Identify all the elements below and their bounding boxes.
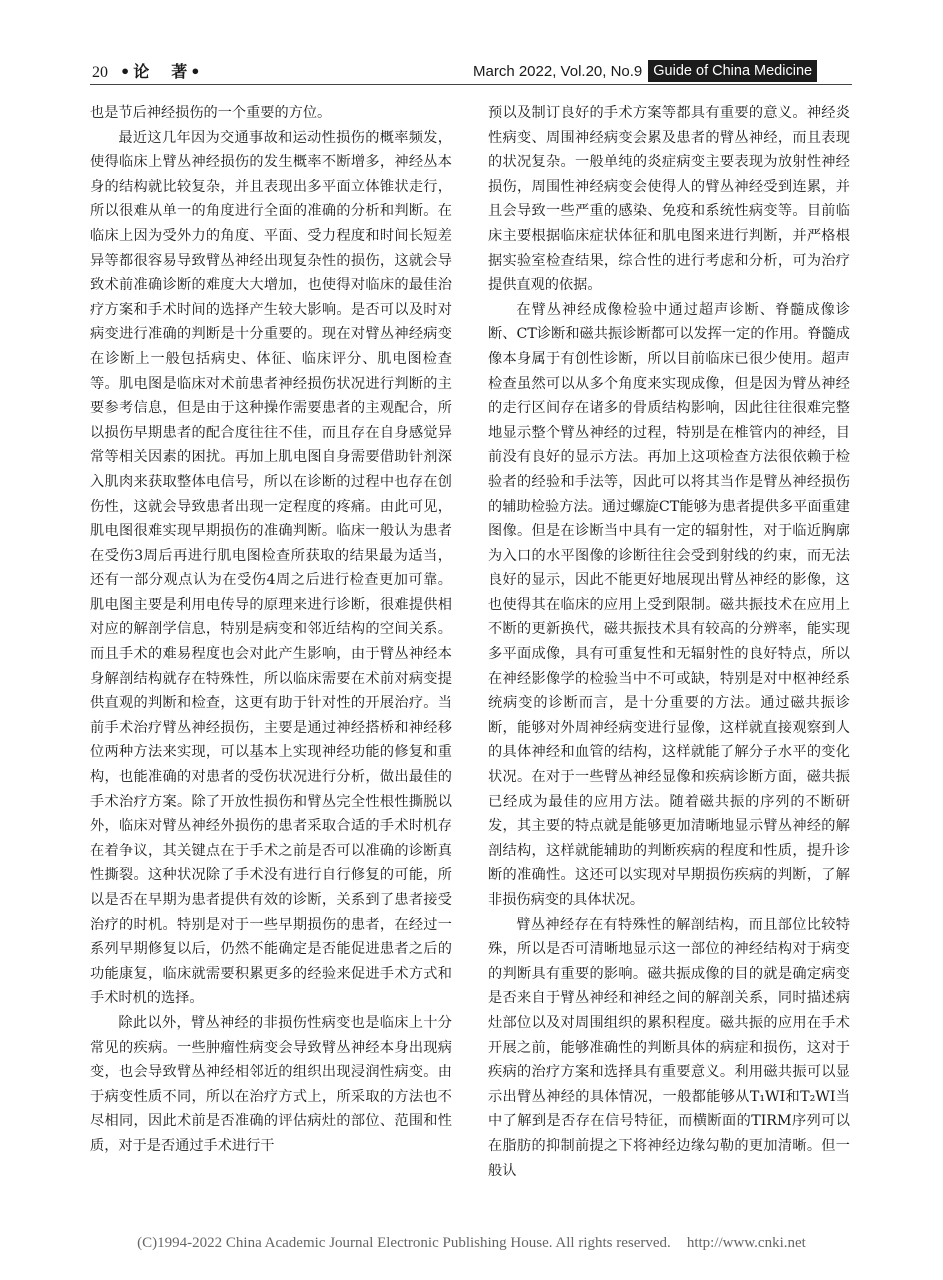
paragraph: 预以及制订良好的手术方案等都具有重要的意义。神经炎性病变、周围神经病变会累及患者的臂丛神经，而且表现的状况复杂。一般单纯的炎症病变主要表现为放射性神经损伤，周围性神经病变会使得人的臂丛神经受到连累，并且会导致一些严重的感染、免疫和系统性病变等。目前临床主要根据临床症状体征和肌电图来进行判断，并严格根据实验室检查结果，综合性的进行考虑和分析，可为治疗提供直观的依据。 (488, 105, 850, 294)
page-header-left (92, 62, 203, 83)
copyright-footer (0, 1235, 943, 1252)
page-number: 20 (92, 64, 108, 81)
paragraph: 在臂丛神经成像检验中通过超声诊断、脊髓成像诊断、CT诊断和磁共振诊断都可以发挥一定的作用。脊髓成像本身属于有创性诊断，所以目前临床已很少使用。超声检查虽然可以从多个角度来实现成像，但是因为臂丛神经的走行区间存在诸多的骨质结构影响，因此往往很难完整地显示整个臂丛神经的过程，特别是在椎管内的神经，目前没有良好的显示方法。再加上这项检查方法很依赖于检验者的经验和手法等，因此可以将其当作是臂丛神经损伤的辅助检验方法。通过螺旋CT能够为患者提供多平面重建图像。但是在诊断当中具有一定的辐射性，对于临近胸廓为入口的水平图像的诊断往往会受到射线的约束，而无法良好的显示，因此不能更好地展现出臂丛神经的影像，这也使得其在临床的应用上受到限制。磁共振技术在应用上不断的更新换代，磁共振技术具有较高的分辨率，能实现多平面成像，具有可重复性和无辐射性的良好特点，所以在神经影像学的检验当中不可或缺，特别是对中枢神经系统病变的诊断而言，是十分重要的方法。通过磁共振诊断，能够对外周神经病变进行显像，这样就直接观察到人的具体神经和血管的结构，这样就能了解分子水平的变化状况。在对于一些臂丛神经显像和疾病诊断方面，磁共振已经成为最佳的应用方法。随着磁共振的序列的不断研发，其主要的特点就是能够更加清晰地显示臂丛神经的解剖结构，这样就能辅助的判断疾病的程度和性质，提升诊断的准确性。这还可以实现对早期损伤疾病的判断，了解非损伤病变的具体状况。 (488, 301, 850, 908)
right-column (488, 101, 850, 1183)
issue-info: March 2022, Vol.20, No.9 (473, 62, 643, 80)
header-rule (90, 84, 852, 85)
section-label: •论 著• (120, 62, 204, 81)
journal-name: Guide of China Medicine (648, 60, 817, 82)
left-column (90, 101, 452, 1159)
paragraph: 除此以外，臂丛神经的非损伤性病变也是临床上十分常见的疾病。一些肿瘤性病变会导致臂丛神经本身出现病变，也会导致臂丛神经相邻近的组织出现浸润性病变。由于病变性质不同，所以在治疗方式上，所采取的方法也不尽相同，因此术前是否准确的评估病灶的部位、范围和性质，对于是否通过手术进行干 (90, 1014, 452, 1154)
page-header-right (473, 60, 817, 82)
copyright-text: (C)1994-2022 China Academic Journal Electronic Publishing House. All rights reserved. (137, 1235, 671, 1251)
paragraph: 臂丛神经存在有特殊性的解剖结构，而且部位比较特殊，所以是否可清晰地显示这一部位的神经结构对于病变的判断具有重要的影响。磁共振成像的目的就是确定病变是否来自于臂丛神经和神经之间的解剖关系，同时描述病灶部位以及对周围组织的累积程度。磁共振的应用在手术开展之前，能够准确性的判断具体的病症和损伤，这对于疾病的治疗方案和选择具有重要意义。利用磁共振可以显示出臂丛神经的具体情况，一般都能够从T₁WI和T₂WI当中了解到是否存在信号特征，而横断面的TIRM序列可以在脂肪的抑制前提之下将神经边缘勾勒的更加清晰。但一般认 (488, 916, 850, 1179)
paragraph: 最近这几年因为交通事故和运动性损伤的概率频发，使得临床上臂丛神经损伤的发生概率不断增多，神经丛本身的结构就比较复杂，并且表现出多平面立体锥状走行，所以很难从单一的角度进行全面的准确的分析和判断。在临床上因为受外力的角度、平面、受力程度和时间长短差异等都很容易导致臂丛神经出现复杂性的损伤，这就会导致术前准确诊断的难度大大增加，也使得对临床的最佳治疗方案和手术时间的选择产生较大影响。是否可以及时对病变进行准确的判断是十分重要的。现在对臂丛神经病变在诊断上一般包括病史、体征、临床评分、肌电图检查等。肌电图是临床对术前患者神经损伤状况进行判断的主要参考信息，但是由于这种操作需要患者的主观配合，所以损伤早期患者的配合度往往不佳，而且存在自身感觉异常等相关因素的困扰。再加上肌电图自身需要借助针剂深入肌肉来获取整体电信号，所以在诊断的过程中也存在创伤性，这就会导致患者出现一定程度的疼痛。由此可见，肌电图很难实现早期损伤的准确判断。临床一般认为患者在受伤3周后再进行肌电图检查所获取的结果最为适当，还有一部分观点认为在受伤4周之后进行检查更加可靠。肌电图主要是利用电传导的原理来进行诊断，很难提供相对应的解剖学信息，特别是病变和邻近结构的空间关系。而且手术的难易程度也会对此产生影响，由于臂丛神经本身解剖结构就存在特殊性，所以临床需要在术前对病变提供直观的判断和检查，这更有助于针对性的开展治疗。当前手术治疗臂丛神经损伤，主要是通过神经搭桥和神经移位两种方法来实现，可以基本上实现神经功能的修复和重构，也能准确的对患者的受伤状况进行分析，做出最佳的手术治疗方案。除了开放性损伤和臂丛完全性根性撕脱以外，临床对臂丛神经外损伤的患者采取合适的手术时机存在着争议，其关键点在于手术之前是否可以准确的诊断真性撕裂。这种状况除了手术没有进行自行修复的可能，所以是否在早期为患者提供有效的诊断，关系到了患者接受治疗的时机。特别是对于一些早期损伤的患者，在经过一系列早期修复以后，仍然不能确定是否能促进患者之后的功能康复，临床就需要积累更多的经验来促进手术方式和手术时机的选择。 (90, 129, 452, 1007)
paragraph: 也是节后神经损伤的一个重要的方位。 (90, 105, 332, 121)
footer-url[interactable]: http://www.cnki.net (686, 1235, 806, 1251)
